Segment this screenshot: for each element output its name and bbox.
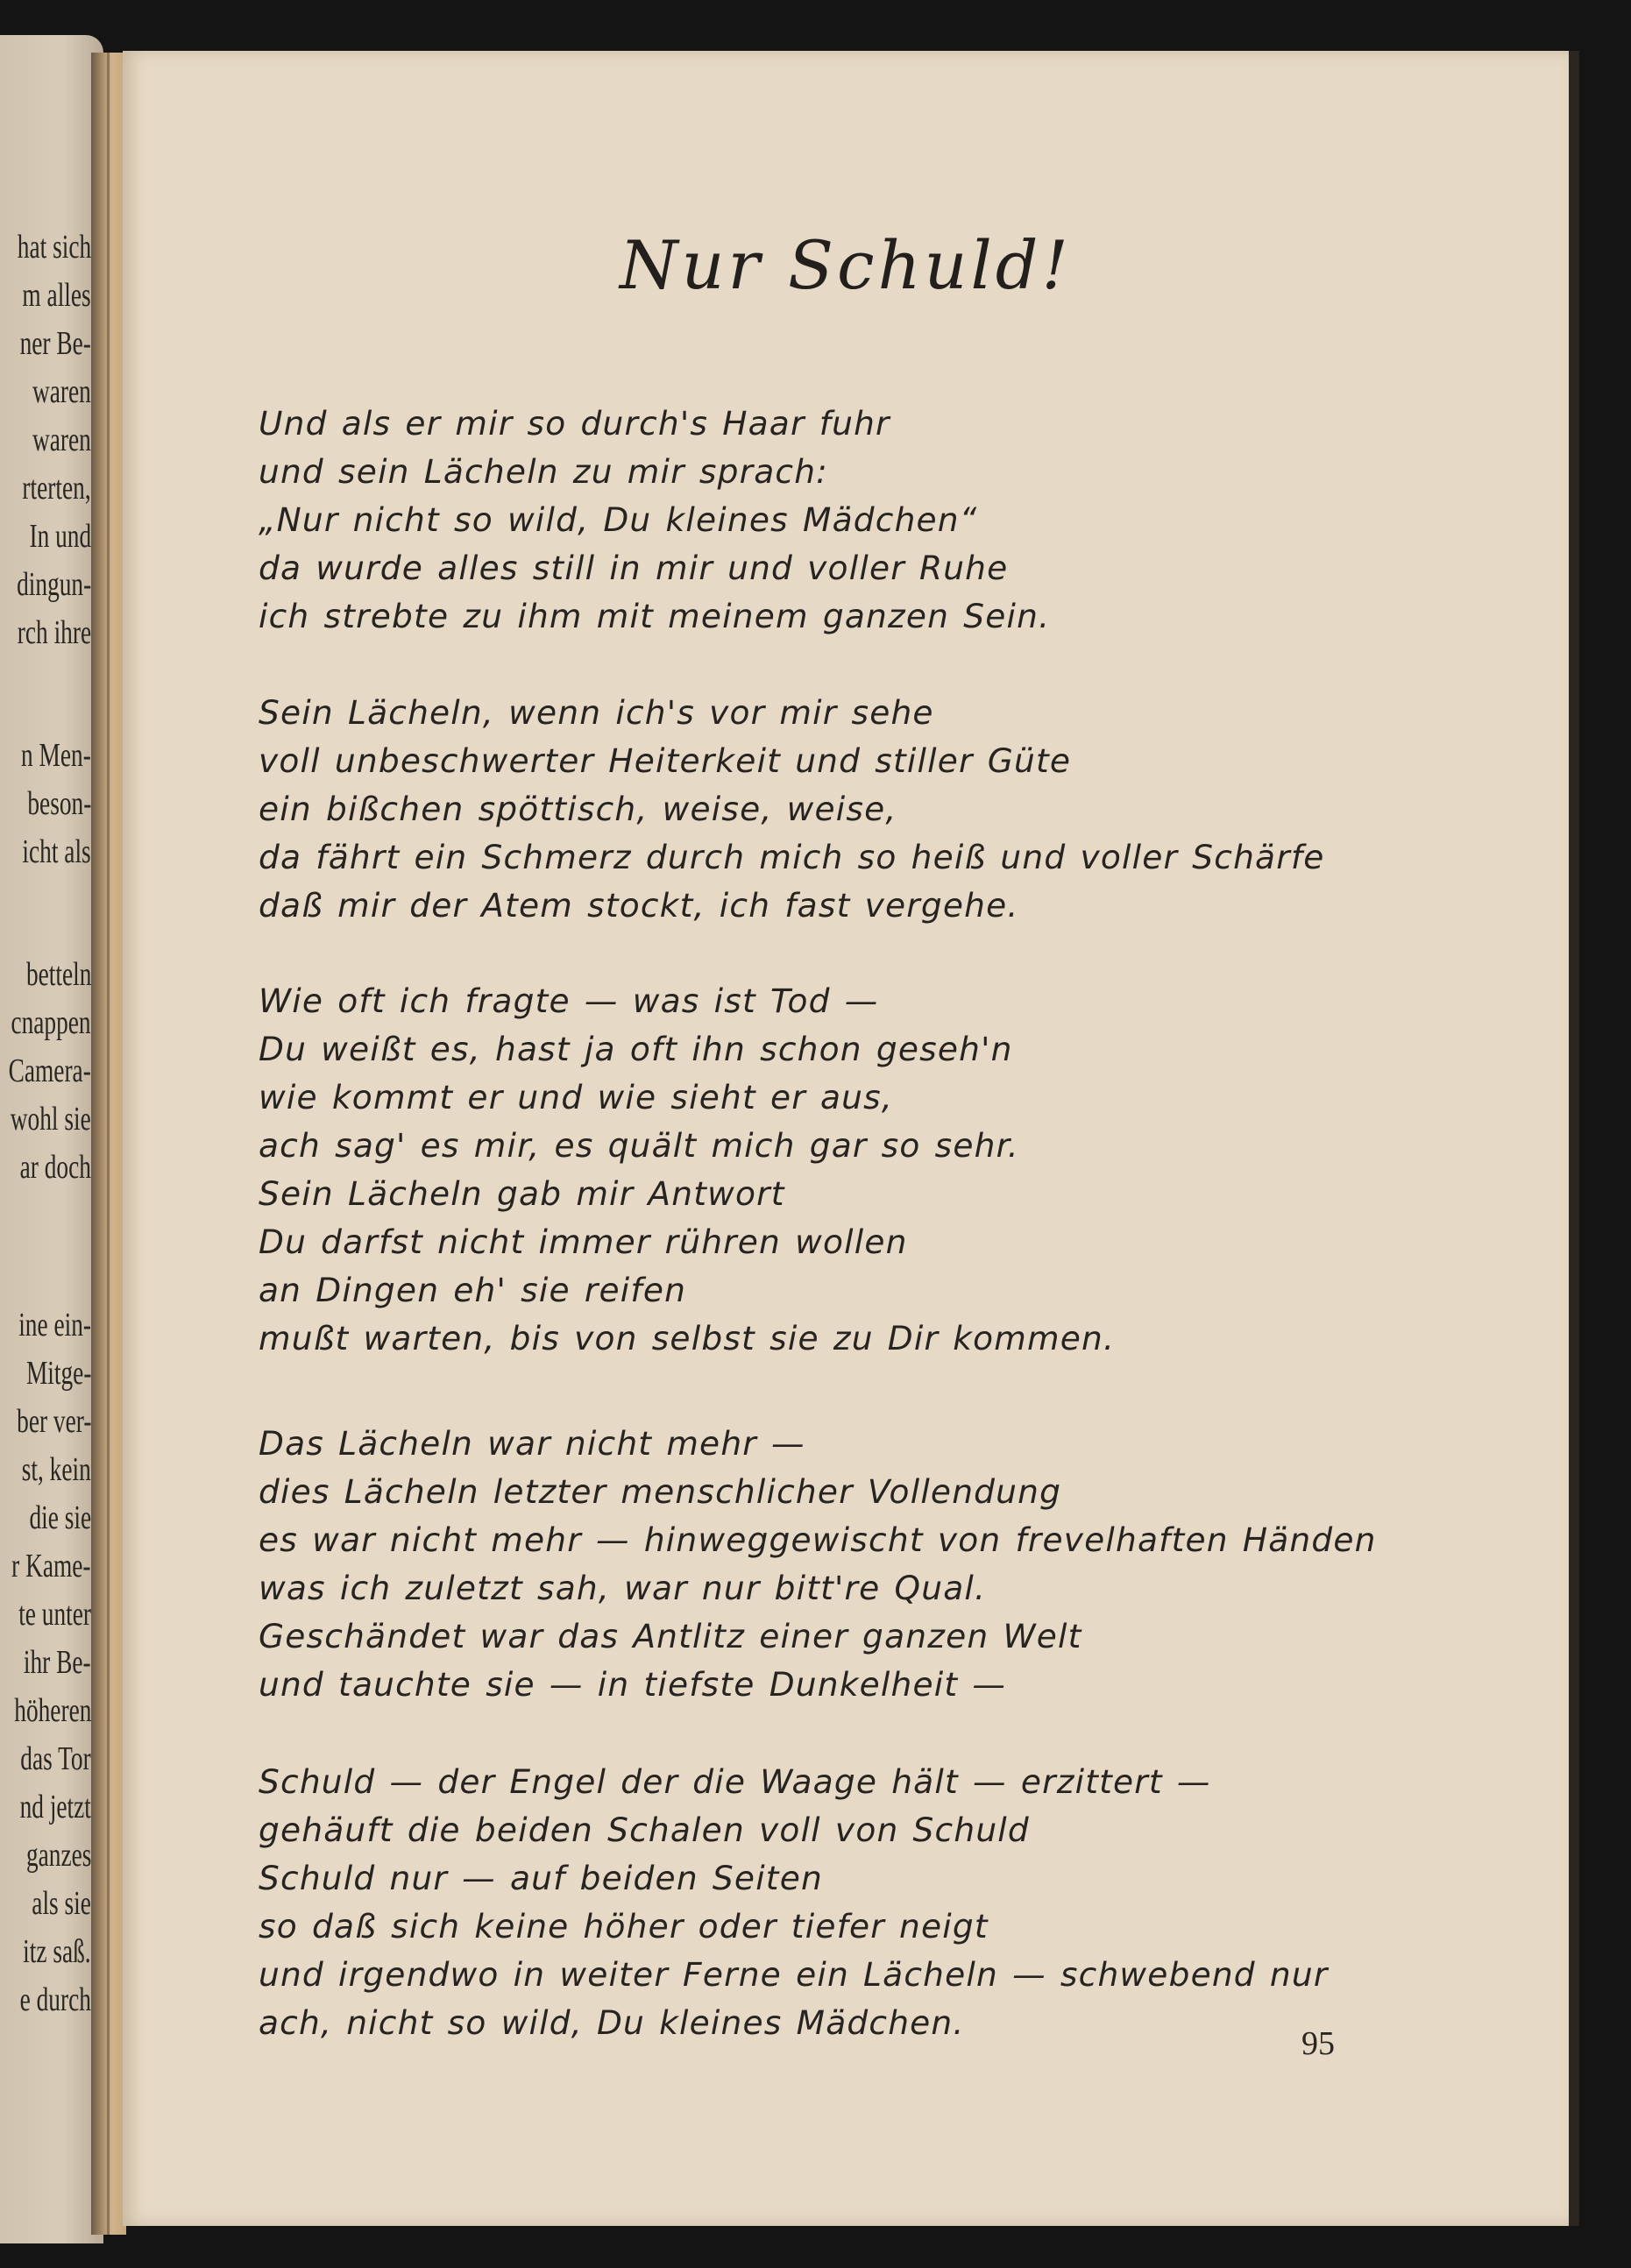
- poem-line: und tauchte sie — in tiefste Dunkelheit —: [259, 1665, 1007, 1704]
- poem-line: und irgendwo in weiter Ferne ein Lächeln — schwebend nur: [259, 1955, 1329, 1994]
- poem-line: was ich zuletzt sah, war nur bitt're Qual.: [259, 1569, 987, 1607]
- poem-line: ein bißchen spöttisch, weise, weise,: [259, 790, 897, 828]
- left-page-fragment: rch ihre: [17, 614, 91, 651]
- left-page-fragment: In und: [29, 518, 91, 555]
- left-page-fragment: ber ver-: [16, 1403, 91, 1440]
- left-page-fragment: ihr Be-: [24, 1644, 91, 1681]
- right-page: [123, 51, 1569, 2226]
- poem-line: Schuld nur — auf beiden Seiten: [259, 1859, 823, 1897]
- poem-line: Sein Lächeln, wenn ich's vor mir sehe: [259, 693, 934, 732]
- left-page-fragment: rterten,: [22, 470, 91, 507]
- left-page-fragment: ganzes: [25, 1837, 91, 1874]
- left-page-fragment: beson-: [27, 785, 91, 822]
- page-edge-shadow: [1569, 51, 1579, 2226]
- stanza-1: [259, 400, 1050, 641]
- stanza-5: [259, 1758, 1328, 2047]
- left-page-fragment: n Men-: [21, 737, 91, 774]
- left-page-fragment: das Tor: [20, 1740, 91, 1777]
- poem-line: „Nur nicht so wild, Du kleines Mädchen“: [259, 500, 978, 539]
- poem-line: ach sag' es mir, es quält mich gar so sehr.: [259, 1126, 1019, 1165]
- left-page-fragment: cnappen: [11, 1004, 91, 1041]
- stanza-2: [259, 689, 1325, 930]
- left-page-fragment: hat sich: [17, 229, 91, 266]
- left-page-fragment: betteln: [25, 956, 91, 993]
- stanza-3: [259, 977, 1115, 1363]
- left-page-fragment: Mitge-: [25, 1355, 91, 1392]
- poem-line: ich strebte zu ihm mit meinem ganzen Sein.: [259, 597, 1051, 635]
- poem-line: Sein Lächeln gab mir Antwort: [259, 1174, 785, 1213]
- left-page-fragment: r Kame-: [11, 1548, 91, 1584]
- left-page-fragment: icht als: [22, 833, 91, 870]
- poem-line: Das Lächeln war nicht mehr —: [259, 1424, 805, 1463]
- left-page-fragment: wohl sie: [11, 1101, 91, 1138]
- page-number: 95: [1301, 2025, 1335, 2062]
- left-facing-page: [0, 35, 103, 2243]
- stanza-4: [259, 1420, 1377, 1709]
- left-page-fragment: Camera-: [8, 1052, 91, 1089]
- left-page-fragment: waren: [32, 422, 91, 458]
- poem-line: dies Lächeln letzter menschlicher Vollendung: [259, 1472, 1062, 1511]
- poem-title: Nur Schuld!: [620, 226, 1072, 304]
- left-page-fragment: höheren: [13, 1692, 91, 1729]
- poem-line: an Dingen eh' sie reifen: [259, 1271, 687, 1309]
- book-gutter: [91, 53, 126, 2235]
- poem-line: Du darfst nicht immer rühren wollen: [259, 1223, 908, 1261]
- poem-line: da wurde alles still in mir und voller Ruhe: [259, 549, 1009, 587]
- poem-line: wie kommt er und wie sieht er aus,: [259, 1078, 894, 1116]
- poem-line: Du weißt es, hast ja oft ihn schon geseh'n: [259, 1030, 1013, 1068]
- left-page-fragment: e durch: [19, 1981, 91, 2018]
- left-page-fragment: die sie: [29, 1499, 91, 1536]
- left-page-fragment: waren: [32, 373, 91, 410]
- poem-line: Schuld — der Engel der die Waage hält — erzittert —: [259, 1762, 1211, 1801]
- poem-line: Wie oft ich fragte — was ist Tod —: [259, 982, 879, 1020]
- poem-line: ach, nicht so wild, Du kleines Mädchen.: [259, 2003, 965, 2042]
- poem-line: Geschändet war das Antlitz einer ganzen Welt: [259, 1617, 1082, 1655]
- poem-line: mußt warten, bis von selbst sie zu Dir kommen.: [259, 1319, 1116, 1357]
- poem-line: gehäuft die beiden Schalen voll von Schuld: [259, 1811, 1030, 1849]
- left-page-fragment: st, kein: [21, 1451, 91, 1488]
- left-page-fragment: dingun-: [16, 566, 91, 603]
- left-page-fragment: als sie: [32, 1885, 91, 1922]
- left-page-fragment: m alles: [22, 277, 91, 314]
- left-page-fragment: nd jetzt: [19, 1789, 91, 1825]
- poem-line: so daß sich keine höher oder tiefer neigt: [259, 1907, 989, 1946]
- poem-line: und sein Lächeln zu mir sprach:: [259, 452, 829, 491]
- left-page-fragment: ar doch: [19, 1149, 91, 1186]
- left-page-fragment: ner Be-: [19, 325, 91, 362]
- poem-line: da fährt ein Schmerz durch mich so heiß und voller Schärfe: [259, 838, 1325, 876]
- poem-line: es war nicht mehr — hinweggewischt von frevelhaften Händen: [259, 1520, 1377, 1559]
- poem-line: voll unbeschwerter Heiterkeit und stiller Güte: [259, 741, 1072, 780]
- left-page-fragment: te unter: [18, 1596, 91, 1633]
- left-page-fragment: ine ein-: [18, 1307, 91, 1343]
- left-page-fragment: itz saß.: [23, 1933, 91, 1970]
- poem-line: daß mir der Atem stockt, ich fast vergehe.: [259, 886, 1019, 925]
- poem-line: Und als er mir so durch's Haar fuhr: [259, 404, 890, 443]
